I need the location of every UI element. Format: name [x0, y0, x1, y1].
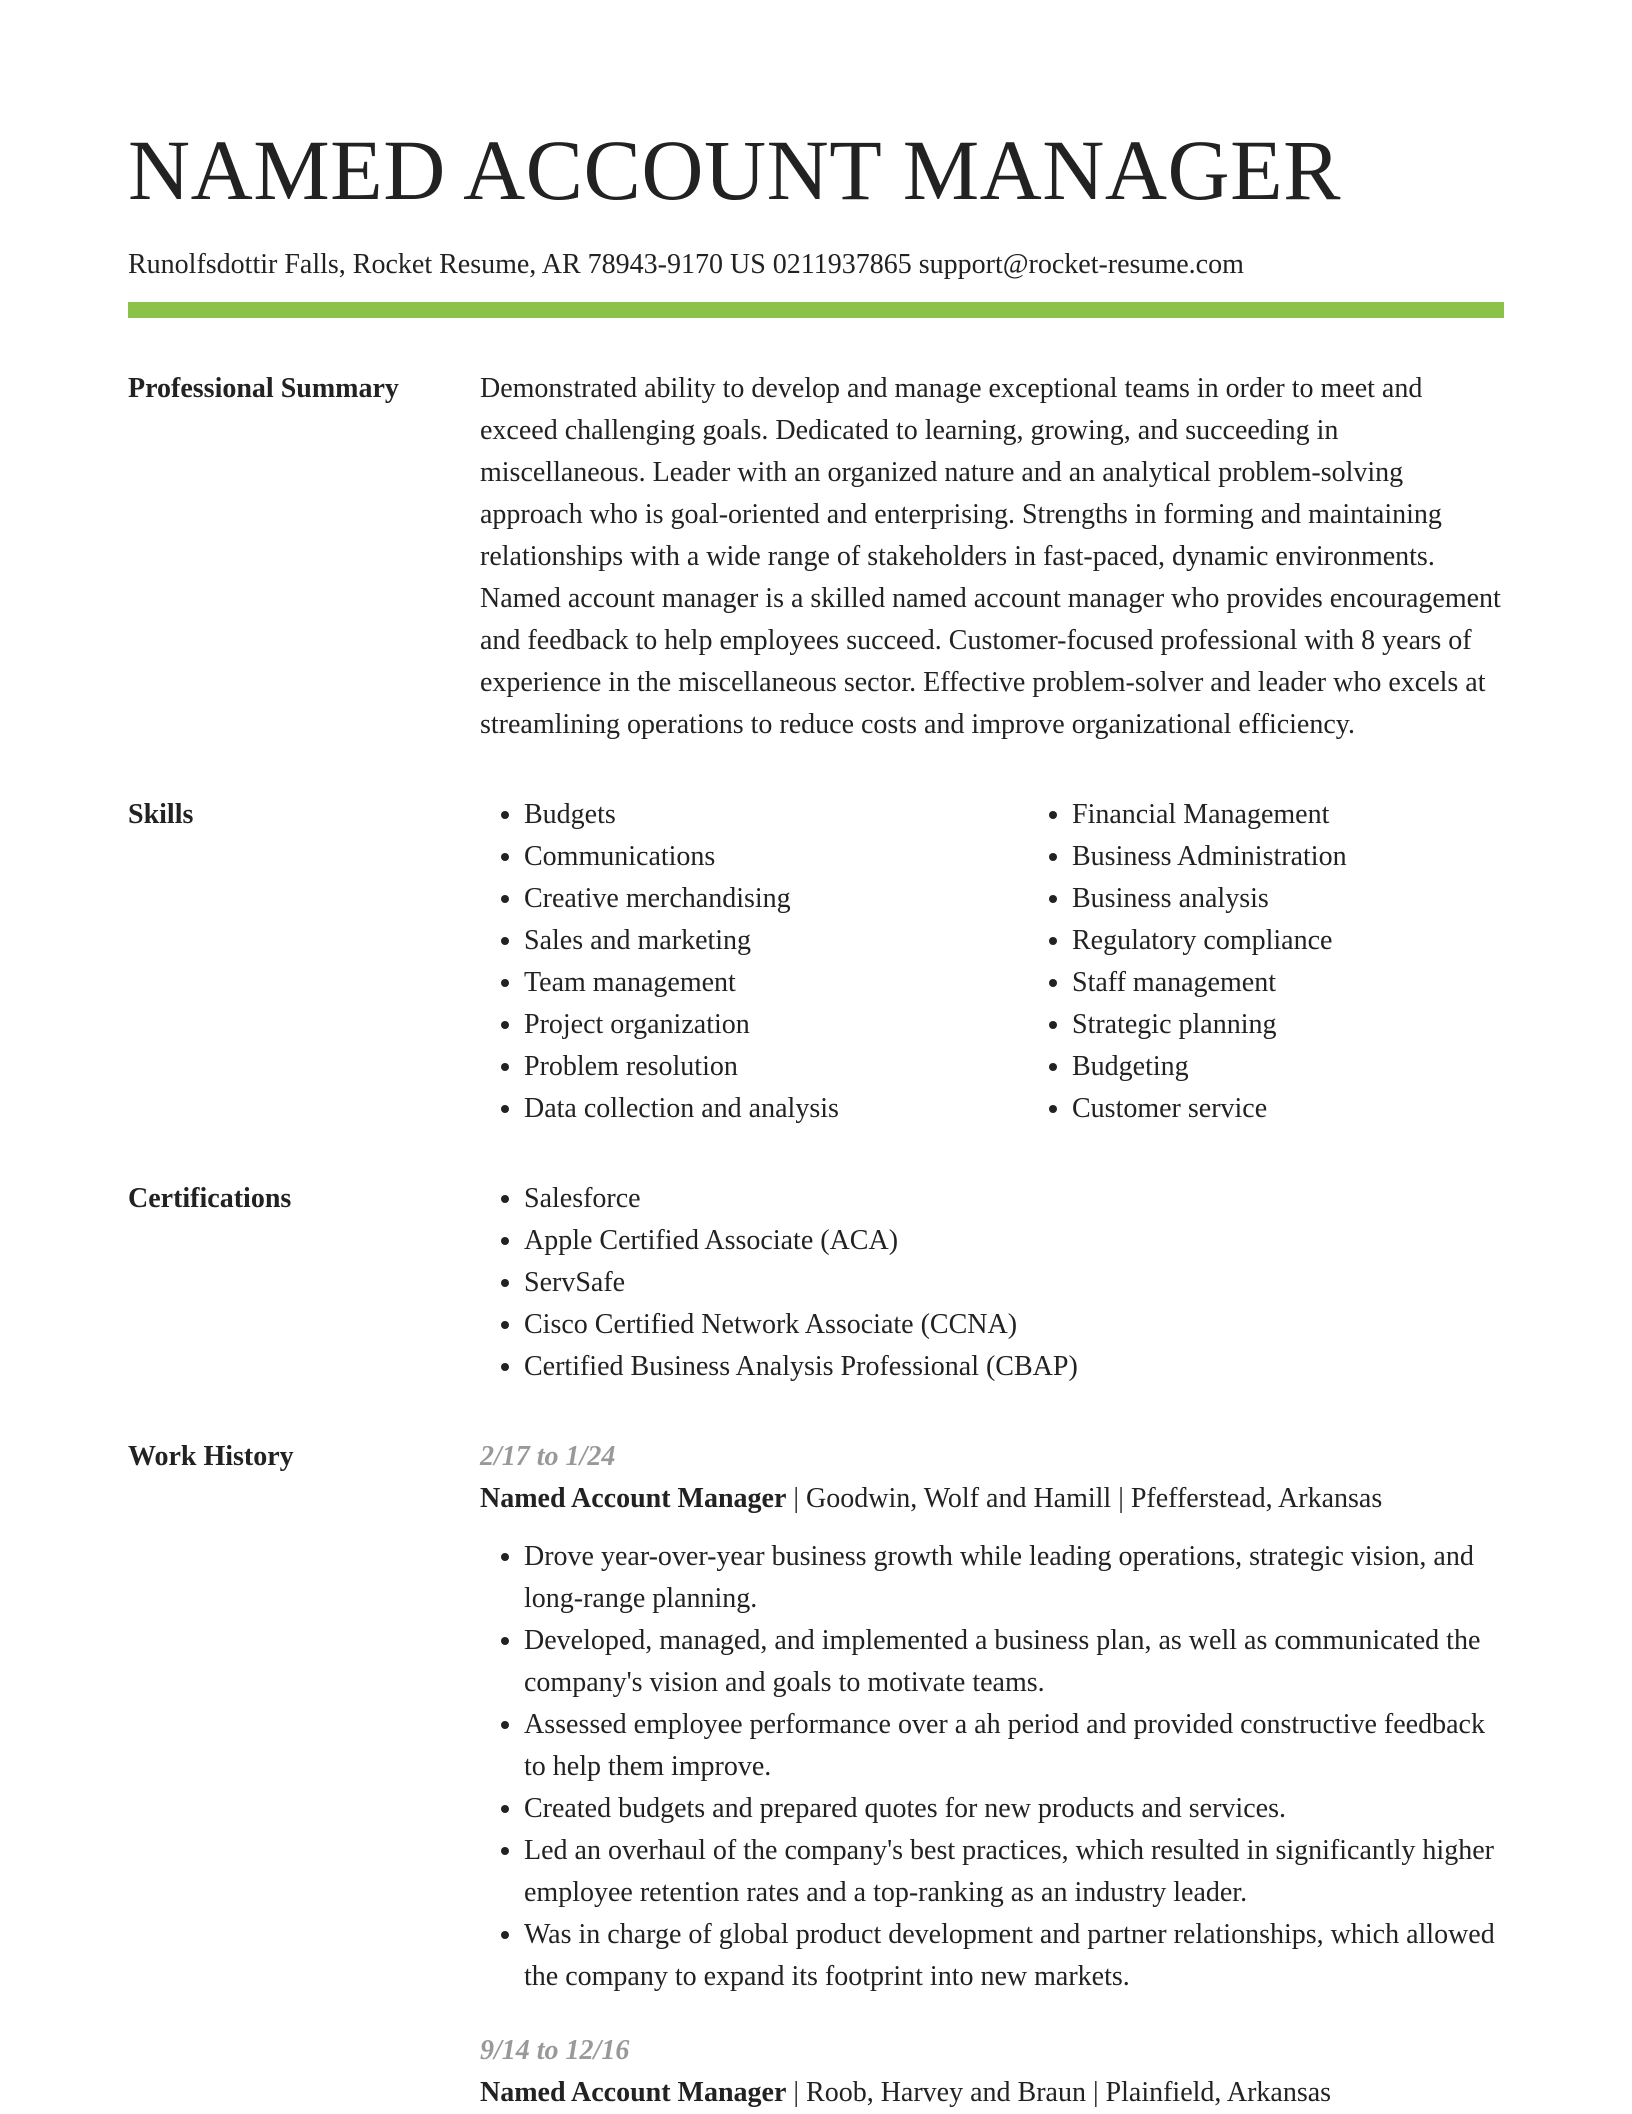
section-label-skills: Skills: [128, 799, 194, 830]
certification-item: • Salesforce: [524, 1178, 1504, 1220]
job-bullet: • Developed, managed, and implemented a business plan, as well as communicated the company's vision and goals to motivate teams.: [524, 1620, 1504, 1704]
work-history-section: [128, 1436, 1504, 2114]
skill-item: • Regulatory compliance: [1072, 920, 1576, 962]
skills-list-right: [1028, 794, 1576, 1130]
job-title: Named Account Manager: [480, 2077, 787, 2108]
resume-page: [128, 0, 1504, 2114]
skill-item: • Problem resolution: [524, 1046, 1028, 1088]
job-bullet: • Led an overhaul of the company's best practices, which resulted in significantly higher employee retention rates and a top-ranking as an industry leader.: [524, 1830, 1504, 1914]
skill-item: • Staff management: [1072, 962, 1576, 1004]
skill-item: • Customer service: [1072, 1088, 1576, 1130]
skill-item: • Communications: [524, 836, 1028, 878]
job-title-line: [480, 2072, 1504, 2114]
job-entry: [480, 1436, 1504, 1998]
job-details: | Goodwin, Wolf and Hamill | Pfefferstead, Arkansas: [786, 1483, 1383, 1514]
skill-item: • Strategic planning: [1072, 1004, 1576, 1046]
summary-section: [128, 368, 1504, 746]
skill-item: • Business Administration: [1072, 836, 1576, 878]
job-title: Named Account Manager: [480, 1483, 787, 1514]
header-divider: [128, 302, 1504, 318]
job-title-line: [480, 1478, 1504, 1520]
skill-item: • Sales and marketing: [524, 920, 1028, 962]
job-entry: [480, 2030, 1504, 2114]
job-bullet: • Was in charge of global product development and partner relationships, which allowed the company to expand its footprint into new markets.: [524, 1914, 1504, 1998]
certification-item: • Certified Business Analysis Professional (CBAP): [524, 1346, 1504, 1388]
skill-item: • Budgets: [524, 794, 1028, 836]
certification-item: • Cisco Certified Network Associate (CCNA): [524, 1304, 1504, 1346]
job-details: | Roob, Harvey and Braun | Plainfield, Arkansas: [786, 2077, 1332, 2108]
skill-item: • Project organization: [524, 1004, 1028, 1046]
section-label-work-history: Work History: [128, 1441, 294, 1472]
skill-item: • Budgeting: [1072, 1046, 1576, 1088]
skill-item: • Creative merchandising: [524, 878, 1028, 920]
certification-item: • Apple Certified Associate (ACA): [524, 1220, 1504, 1262]
skill-item: • Team management: [524, 962, 1028, 1004]
job-dates: 9/14 to 12/16: [480, 2035, 630, 2066]
skills-section: [128, 794, 1504, 1130]
job-bullet: • Drove year-over-year business growth while leading operations, strategic vision, and long-range planning.: [524, 1536, 1504, 1620]
certifications-section: [128, 1178, 1504, 1388]
certifications-list: [480, 1178, 1504, 1388]
job-bullet: • Created budgets and prepared quotes for new products and services.: [524, 1788, 1504, 1830]
summary-text: Demonstrated ability to develop and manage exceptional teams in order to meet and exceed challenging goals. Dedicated to learning, growing, and succeeding in miscellaneous. Leader with an organized nature and an analytical problem-solving approach who is goal-oriented and enterprising. Strengths in forming and maintaining relationships with a wide range of stakeholders in fast-paced, dynamic environments. Named account manager is a skilled named account manager who provides encouragement and feedback to help employees succeed. Customer-focused professional with 8 years of experience in the miscellaneous sector. Effective problem-solver and leader who excels at streamlining operations to reduce costs and improve organizational efficiency.: [480, 373, 1501, 740]
skill-item: • Data collection and analysis: [524, 1088, 1028, 1130]
job-dates: 2/17 to 1/24: [480, 1441, 616, 1472]
contact-line: Runolfsdottir Falls, Rocket Resume, AR 78943-9170 US 0211937865 support@rocket-resume.com: [128, 249, 1244, 280]
skill-item: • Business analysis: [1072, 878, 1576, 920]
job-bullet: • Assessed employee performance over a ah period and provided constructive feedback to help them improve.: [524, 1704, 1504, 1788]
skills-list-left: [480, 794, 1028, 1130]
skill-item: • Financial Management: [1072, 794, 1576, 836]
certification-item: • ServSafe: [524, 1262, 1504, 1304]
section-label-summary: Professional Summary: [128, 373, 399, 404]
job-bullets: [480, 1536, 1504, 1998]
section-label-certifications: Certifications: [128, 1183, 292, 1214]
page-title: NAMED ACCOUNT MANAGER: [128, 122, 1341, 218]
